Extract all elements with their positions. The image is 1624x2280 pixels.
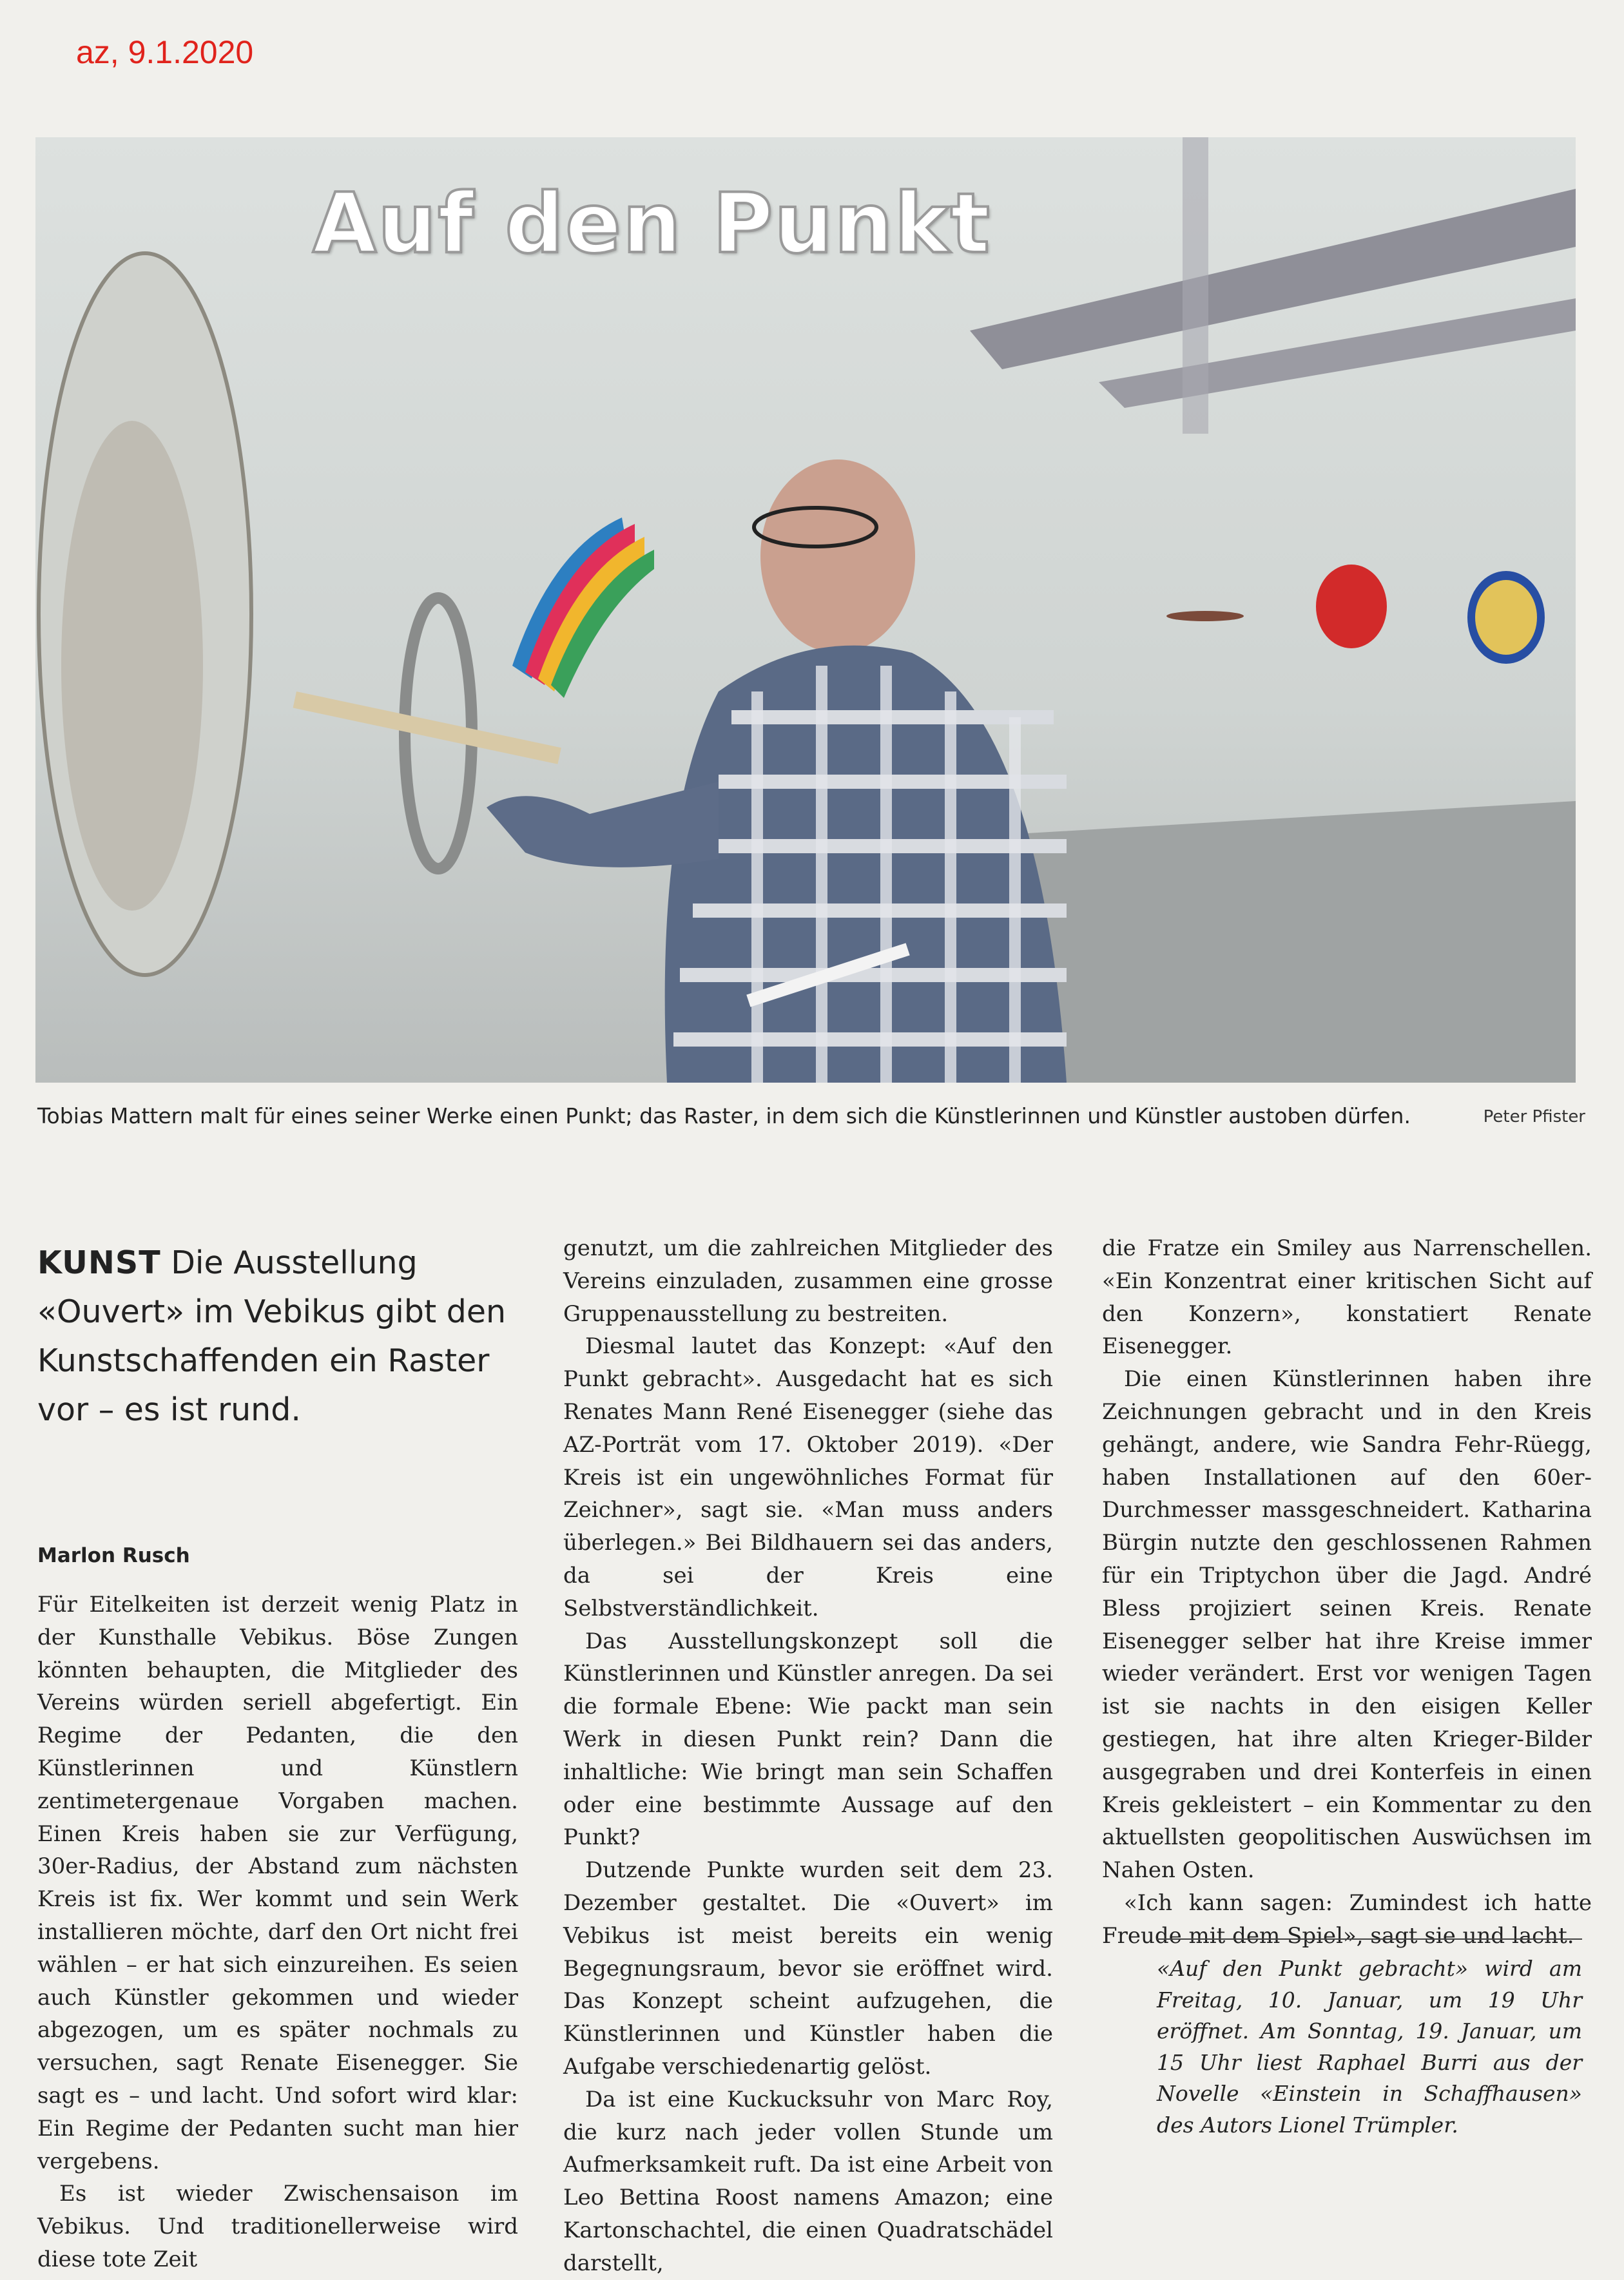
brush	[293, 691, 561, 764]
author-byline: Marlon Rusch	[37, 1544, 190, 1567]
article-photo	[35, 137, 1576, 1083]
paragraph: Diesmal lautet das Konzept: «Auf den Punkt gebracht». Ausgedacht hat es sich Renates Mann René Eisenegger (siehe das AZ-Porträt vom 17. Oktober 2019). «Der Kreis ist ein ungewöhnliches Format für Zeichner», sagt sie. «Man muss anders überlegen.» Bei Bildhauern sei das anders, da sei der Kreis eine Selbstverständlichkeit.	[563, 1333, 1053, 1621]
article-column-1	[37, 1589, 518, 2276]
paragraph: genutzt, um die zahlreichen Mitglieder des Vereins einzuladen, zusammen eine grosse Gruppenausstellung zu bestreiten.	[563, 1235, 1053, 1327]
divider	[1157, 1938, 1582, 1940]
photo-credit: Peter Pfister	[1483, 1107, 1585, 1126]
paragraph: Da ist eine Kuckucksuhr von Marc Roy, die kurz nach jeder vollen Stunde um Aufmerksamkeit ruft. Da ist eine Arbeit von Leo Bettina Roost namens Amazon; eine Kartonschachtel, die einen Quadratschädel darstellt,	[563, 2086, 1053, 2276]
paragraph: Dutzende Punkte wurden seit dem 23. Dezember gestaltet. Die «Ouvert» im Vebikus ist meist bereits ein wenig Begegnungsraum, bevor sie eröffnet wird. Das Konzept scheint aufzugehen, die Künstlerinnen und Künstler haben die Aufgabe verschiedenartig gelöst.	[563, 1857, 1053, 2080]
paragraph: Für Eitelkeiten ist derzeit wenig Platz in der Kunsthalle Vebikus. Böse Zungen könnten behaupten, die Mitglieder des Vereins würden seriell abgefertigt. Ein Regime der Pedanten, die den Künstlerinnen und Künstlern zentimetergenaue Vorgaben machen. Einen Kreis haben sie zur Verfügung, 30er-Radius, der Abstand zum nächsten Kreis ist fix. Wer kommt und sein Werk installieren möchte, darf den Ort nicht frei wählen – er hat sich einzureihen. Es seien auch Künstler gekommen und wieder abgezogen, um es später nochmals zu versuchen, sagt Renate Eisenegger. Sie sagt es – und lacht. Und sofort wird klar: Ein Regime der Pedanten sucht man hier vergebens.	[37, 1592, 518, 2174]
paragraph: Es ist wieder Zwischensaison im Vebikus. Und traditionellerweise wird diese tote Zeit	[37, 2181, 518, 2272]
date-stamp: az, 9.1.2020	[76, 34, 254, 70]
lead-body: Die Ausstellung «Ouvert» im Vebikus gibt den Kunstschaffenden ein Raster vor – es ist rund.	[37, 1244, 507, 1428]
painter-figure	[487, 459, 1067, 1083]
article-column-2	[563, 1232, 1053, 2280]
photo-illustration	[35, 137, 1576, 1083]
lead-text	[37, 1239, 527, 1435]
paragraph: Die einen Künstlerinnen haben ihre Zeichnungen gebracht und in den Kreis gehängt, andere, wie Sandra Fehr-Rüegg, haben Installationen auf den 60er-Durchmesser massgeschneidert. Katharina Bürgin nutzte den geschlossenen Rahmen für ein Triptychon über die Jagd. André Bless projiziert seinen Kreis. Renate Eisenegger selber hat ihre Kreise immer wieder verändert. Erst vor wenigen Tagen ist sie nachts in den eisigen Keller gestiegen, hat ihre alten Krieger-Bilder ausgegraben und drei Konterfeis in einen Kreis gekleistert – ein Kommentar zu den aktuellsten geopolitischen Auswüchsen im Nahen Osten.	[1102, 1366, 1592, 1884]
fan-sculpture	[512, 517, 654, 698]
article-column-3	[1102, 1232, 1592, 1953]
headline: Auf den Punkt	[313, 176, 991, 272]
paragraph: «Ich kann sagen: Zumindest ich hatte Freude mit dem Spiel», sagt sie und lacht.	[1102, 1889, 1592, 1949]
paragraph: die Fratze ein Smiley aus Narrenschellen. «Ein Konzentrat einer kritischen Sicht auf den Konzern», konstatiert Renate Eisenegger.	[1102, 1235, 1592, 1360]
event-note: «Auf den Punkt gebracht» wird am Freitag, 10. Januar, um 19 Uhr eröffnet. Am Sonntag, 19. Januar, um 15 Uhr liest Raphael Burri aus der Novelle «Einstein in Schaffhausen» des Autors Lionel Trümpler.	[1157, 1956, 1582, 2138]
paragraph: Das Ausstellungskonzept soll die Künstlerinnen und Künstler anregen. Da sei die formale Ebene: Wie packt man sein Werk in diesen Punkt rein? Dann die inhaltliche: Wie bringt man sein Schaffen oder eine bestimmte Aussage auf den Punkt?	[563, 1628, 1053, 1851]
photo-caption: Tobias Mattern malt für eines seiner Werke einen Punkt; das Raster, in dem sich die Künstlerinnen und Künstler austoben dürfen.	[37, 1103, 1411, 1128]
lead-kicker: KUNST	[37, 1244, 161, 1281]
